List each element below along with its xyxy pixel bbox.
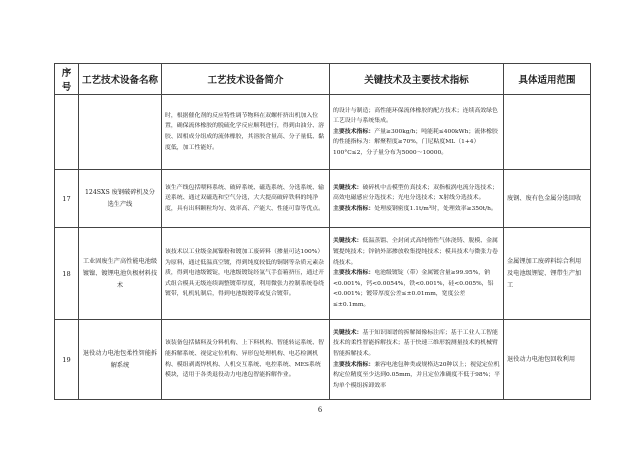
tech-text: 兼容电池包种类或规格达20种以上；视觉定位机构定位精度至少达到0.05mm，并且定位准确度不低于98%；平均单个模组拆卸效率 (333, 361, 500, 389)
row-intro: 该技术以工业级金属镍粉和镀加工废碎料（掺量可达100%）为原料，通过低温真空镀，得到纯度较低的铜钢等杂质元素杂质，得到电池级镀锭，电池级镀锭经氩气手套箱挤压，通过开式组合模具无级连续调整镀带厚度，利用微张力控制系统卷绕镀带，轧机轧制后，得到电池级镀带或复合镀带。 (162, 228, 330, 320)
row-scope: 退役动力电池包回收利用 (504, 320, 591, 400)
row-name: 工业固废生产高性能电池级镀镍、镀锂电池负极材料技术 (79, 228, 162, 320)
row-intro: 该生产线包括喂料系统、破碎系统、磁选系统、分选系统、输送系统、通过双磁选和空气分选，大大提高破碎铁料的纯净度，具有出料颗粒均匀、效率高、产能大、性能可靠等优点。 (162, 170, 330, 228)
tech-label: 主要技术指标： (333, 269, 375, 277)
tech-text: 处理废钢密度1.1t/m³时，处理效率≥350t/h。 (374, 205, 497, 212)
row-tech (330, 320, 504, 400)
tech-paragraph (333, 183, 500, 204)
table-row (55, 170, 591, 228)
tech-label: 关键技术： (333, 328, 363, 336)
row-serial: 19 (55, 320, 79, 400)
tech-paragraph (333, 268, 500, 310)
tech-text: 的设计与制造；高性能环保流体橡胶的配方技术；连续高效绿色工艺设计与系统集成。 (333, 107, 498, 125)
header-scope: 具体适用范围 (504, 64, 591, 95)
row-scope: 废钢、废有色金属分选回收 (504, 170, 591, 228)
tech-paragraph (333, 360, 500, 392)
tech-text: 产量≥300kg/h；吨能耗≤400kWh；流体橡胶的性能指标为：解聚程度≥70%，门尼粘度ML（1+4）100°C≤2，分子量分布为5000～10000。 (333, 128, 498, 156)
tech-paragraph (333, 236, 500, 268)
tech-text: 基于知识图谱的拆解图像标注库；基于工业人工智能技术的柔性智能拆解技术；基于快速三维形貌测量技术的机械臂智能拆解技术。 (333, 329, 498, 357)
header-key-tech: 关键技术及主要技术指标 (330, 64, 504, 95)
tech-text: 破碎机中击模型仿真技术；双指板涡电流分选技术；高效电磁感应分选技术；光电分选技术；X射线分选技术。 (333, 184, 498, 202)
row-tech (330, 170, 504, 228)
row-tech (330, 228, 504, 320)
row-name: 退役动力电池包柔性智能拆解系统 (79, 320, 162, 400)
tech-paragraph (333, 204, 500, 215)
row-intro: 时，根据催化剂的反应特性调节物料在双螺杆挤出机加入位置，确保流体橡胶的脱硫化学反应顺利进行，得到由油分、溶胶、固相成分组成的流体橡胶，其溶胶含量高、分子量低、黏度低，加工性能好。 (162, 95, 330, 170)
table-row (55, 320, 591, 400)
tech-label: 主要技术指标： (333, 360, 375, 368)
table-row (55, 228, 591, 320)
tech-paragraph (333, 127, 500, 159)
row-serial (55, 95, 79, 170)
header-equipment-name: 工艺技术设备名称 (79, 64, 162, 95)
row-serial: 18 (55, 228, 79, 320)
row-scope (504, 95, 591, 170)
row-scope: 金属锂加工废碎料综合利用及电池级锂锭、锂带生产加工 (504, 228, 591, 320)
tech-label: 主要技术指标： (333, 204, 375, 212)
row-tech (330, 95, 504, 170)
tech-text: 低温蒸馏、全封闭式高纯惰性气体浇铸、脱模、金属镀提纯技术；锌钠外部掺放收集提纯技术；模具技术与微张力卷绕技术。 (333, 238, 498, 266)
tech-label: 关键技术： (333, 237, 363, 245)
tech-paragraph (333, 106, 500, 127)
table-row (55, 95, 591, 170)
page-number: 6 (318, 405, 322, 414)
tech-text: 电池级镀锭（带）金属镀含量≥99.95%，钠<0.001%，钙<0.0054%，铁<0.001%，硅<0.005%，铝<0.001%；镀带厚度公差≤±0.01mm，宽度公差≤±0.1mm。 (333, 270, 494, 308)
tech-label: 关键技术： (333, 183, 363, 191)
header-serial: 序号 (55, 64, 79, 95)
row-name (79, 95, 162, 170)
row-name: 124SXS 废钢破碎机及分选生产线 (79, 170, 162, 228)
tech-paragraph (333, 328, 500, 360)
row-serial: 17 (55, 170, 79, 228)
tech-label: 主要技术指标： (333, 127, 375, 135)
header-equipment-intro: 工艺技术设备简介 (162, 64, 330, 95)
equipment-table (54, 63, 591, 400)
table-header-row (55, 64, 591, 95)
row-intro: 该装备包括储料及分料机构、上下料机构、智能转运系统、智能拆解系统、视觉定位机构、异形包处理机构、电芯检测机构、模组剥离焊机构、人机交互系统、电控系统、MES系统模块，适用于各类退役动力电池包智能拆解作业。 (162, 320, 330, 400)
